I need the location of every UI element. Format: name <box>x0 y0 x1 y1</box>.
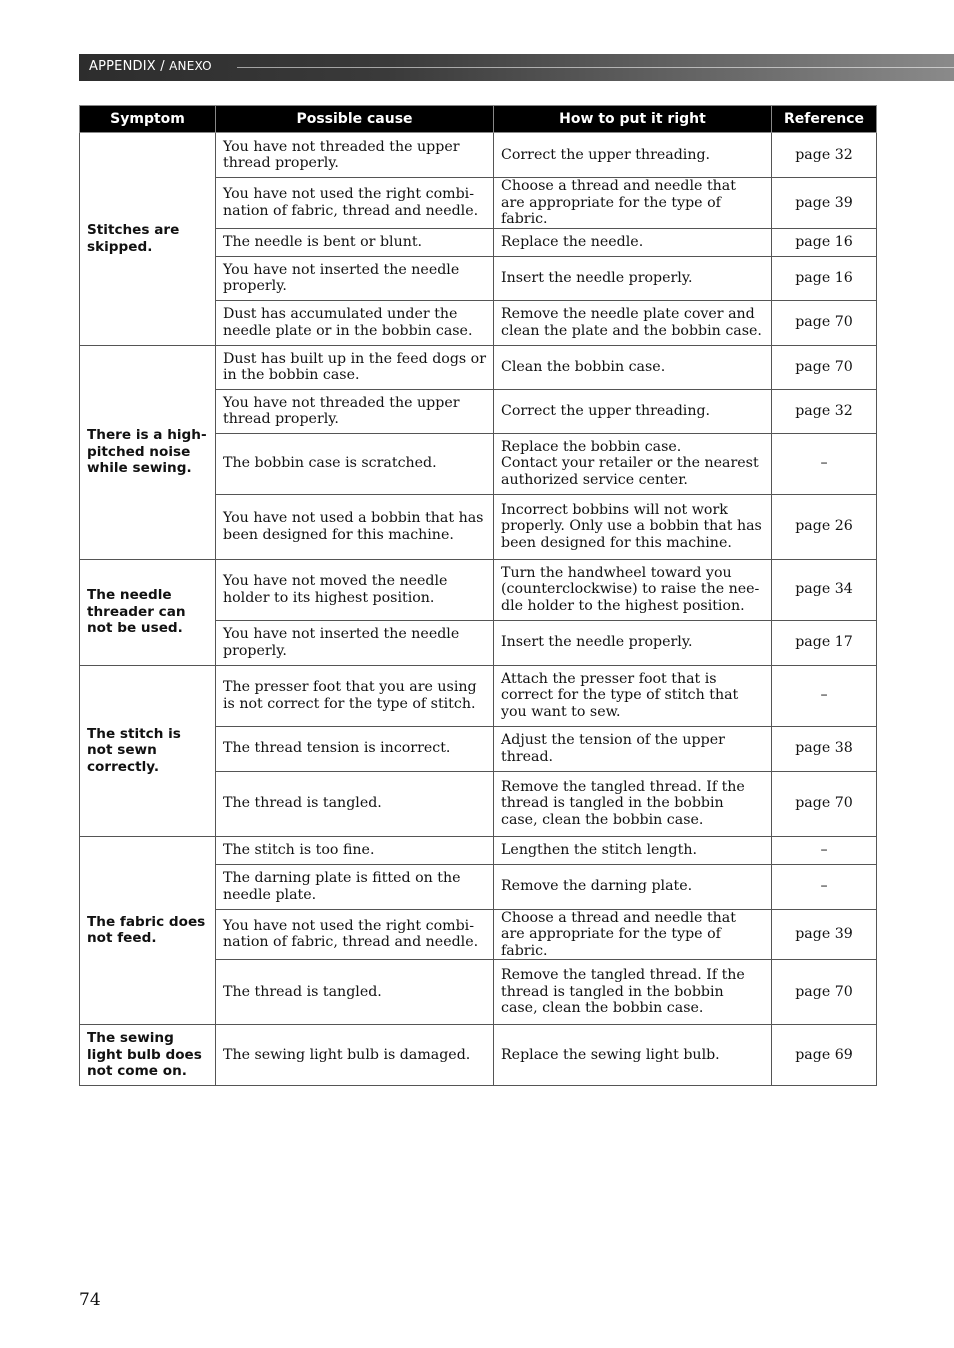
table-row <box>80 133 877 178</box>
reference-cell: page 17 <box>772 620 877 665</box>
reference-cell: page 70 <box>772 771 877 836</box>
cause-cell: You have not threaded the upper thread properly. <box>216 389 494 433</box>
reference-cell: page 16 <box>772 228 877 256</box>
reference-cell: page 70 <box>772 345 877 389</box>
fix-cell: Remove the darning plate. <box>494 864 772 909</box>
table-body <box>80 133 877 1086</box>
cause-cell: Dust has built up in the feed dogs or in the bobbin case. <box>216 345 494 389</box>
troubleshooting-table <box>79 105 877 1086</box>
symptom-cell: There is a high-pitched noise while sewing. <box>80 345 216 559</box>
fix-cell: Lengthen the stitch length. <box>494 836 772 864</box>
reference-cell: page 26 <box>772 494 877 559</box>
symptom-cell: Stitches are skipped. <box>80 133 216 346</box>
reference-cell: page 38 <box>772 726 877 771</box>
fix-cell: Correct the upper threading. <box>494 133 772 178</box>
fix-cell: Attach the presser foot that is correct for the type of stitch that you want to sew. <box>494 665 772 726</box>
reference-cell: page 70 <box>772 960 877 1025</box>
fix-cell: Remove the tangled thread. If the thread is tangled in the bobbin case, clean the bobbin case. <box>494 771 772 836</box>
fix-cell: Replace the needle. <box>494 228 772 256</box>
cause-cell: You have not inserted the needle properly. <box>216 620 494 665</box>
reference-cell: page 34 <box>772 559 877 620</box>
cause-cell: You have not threaded the upper thread properly. <box>216 133 494 178</box>
column-header-fix: How to put it right <box>494 106 772 133</box>
reference-cell: page 70 <box>772 300 877 345</box>
fix-cell: Insert the needle properly. <box>494 256 772 300</box>
cause-cell: The thread is tangled. <box>216 960 494 1025</box>
cause-cell: You have not moved the needle holder to its highest position. <box>216 559 494 620</box>
section-header-band <box>79 54 954 81</box>
symptom-cell: The sewing light bulb does not come on. <box>80 1025 216 1086</box>
reference-cell: page 39 <box>772 909 877 960</box>
fix-cell: Incorrect bobbins will not work properly. Only use a bobbin that has been designed for this machine. <box>494 494 772 559</box>
fix-cell: Remove the tangled thread. If the thread is tangled in the bobbin case, clean the bobbin case. <box>494 960 772 1025</box>
fix-cell: Turn the handwheel toward you (counterclockwise) to raise the nee-dle holder to the highest position. <box>494 559 772 620</box>
column-header-reference: Reference <box>772 106 877 133</box>
table-row <box>80 1025 877 1086</box>
symptom-cell: The stitch is not sewn correctly. <box>80 665 216 836</box>
cause-cell: The presser foot that you are using is not correct for the type of stitch. <box>216 665 494 726</box>
section-header-label <box>89 59 212 74</box>
cause-cell: The sewing light bulb is damaged. <box>216 1025 494 1086</box>
cause-cell: The thread tension is incorrect. <box>216 726 494 771</box>
fix-cell: Correct the upper threading. <box>494 389 772 433</box>
fix-cell: Insert the needle properly. <box>494 620 772 665</box>
reference-cell: page 32 <box>772 389 877 433</box>
reference-cell: page 39 <box>772 178 877 229</box>
reference-cell: page 69 <box>772 1025 877 1086</box>
cause-cell: The darning plate is fitted on the needle plate. <box>216 864 494 909</box>
section-separator: / <box>155 59 170 74</box>
header-rule-line <box>237 67 954 68</box>
cause-cell: The needle is bent or blunt. <box>216 228 494 256</box>
fix-cell: Replace the sewing light bulb. <box>494 1025 772 1086</box>
fix-cell: Replace the bobbin case. Contact your retailer or the nearest authorized service center. <box>494 433 772 494</box>
cause-cell: The stitch is too fine. <box>216 836 494 864</box>
table-row <box>80 345 877 389</box>
cause-cell: You have not used the right combi-nation of fabric, thread and needle. <box>216 178 494 229</box>
reference-cell: page 16 <box>772 256 877 300</box>
reference-cell: – <box>772 864 877 909</box>
cause-cell: You have not inserted the needle properly. <box>216 256 494 300</box>
page-number: 74 <box>79 1290 101 1310</box>
reference-cell: – <box>772 433 877 494</box>
table-row <box>80 665 877 726</box>
cause-cell: Dust has accumulated under the needle plate or in the bobbin case. <box>216 300 494 345</box>
table-row <box>80 559 877 620</box>
reference-cell: page 32 <box>772 133 877 178</box>
cause-cell: You have not used a bobbin that has been designed for this machine. <box>216 494 494 559</box>
column-header-symptom: Symptom <box>80 106 216 133</box>
reference-cell: – <box>772 836 877 864</box>
cause-cell: You have not used the right combi-nation of fabric, thread and needle. <box>216 909 494 960</box>
fix-cell: Adjust the tension of the upper thread. <box>494 726 772 771</box>
fix-cell: Choose a thread and needle that are appropriate for the type of fabric. <box>494 909 772 960</box>
symptom-cell: The needle threader can not be used. <box>80 559 216 665</box>
fix-cell: Clean the bobbin case. <box>494 345 772 389</box>
section-subname: ANEXO <box>169 59 212 73</box>
cause-cell: The thread is tangled. <box>216 771 494 836</box>
table-header-row <box>80 106 877 133</box>
column-header-cause: Possible cause <box>216 106 494 133</box>
section-name: APPENDIX <box>89 59 156 74</box>
symptom-cell: The fabric does not feed. <box>80 836 216 1025</box>
reference-cell: – <box>772 665 877 726</box>
table-row <box>80 836 877 864</box>
cause-cell: The bobbin case is scratched. <box>216 433 494 494</box>
fix-cell: Choose a thread and needle that are appropriate for the type of fabric. <box>494 178 772 229</box>
fix-cell: Remove the needle plate cover and clean the plate and the bobbin case. <box>494 300 772 345</box>
